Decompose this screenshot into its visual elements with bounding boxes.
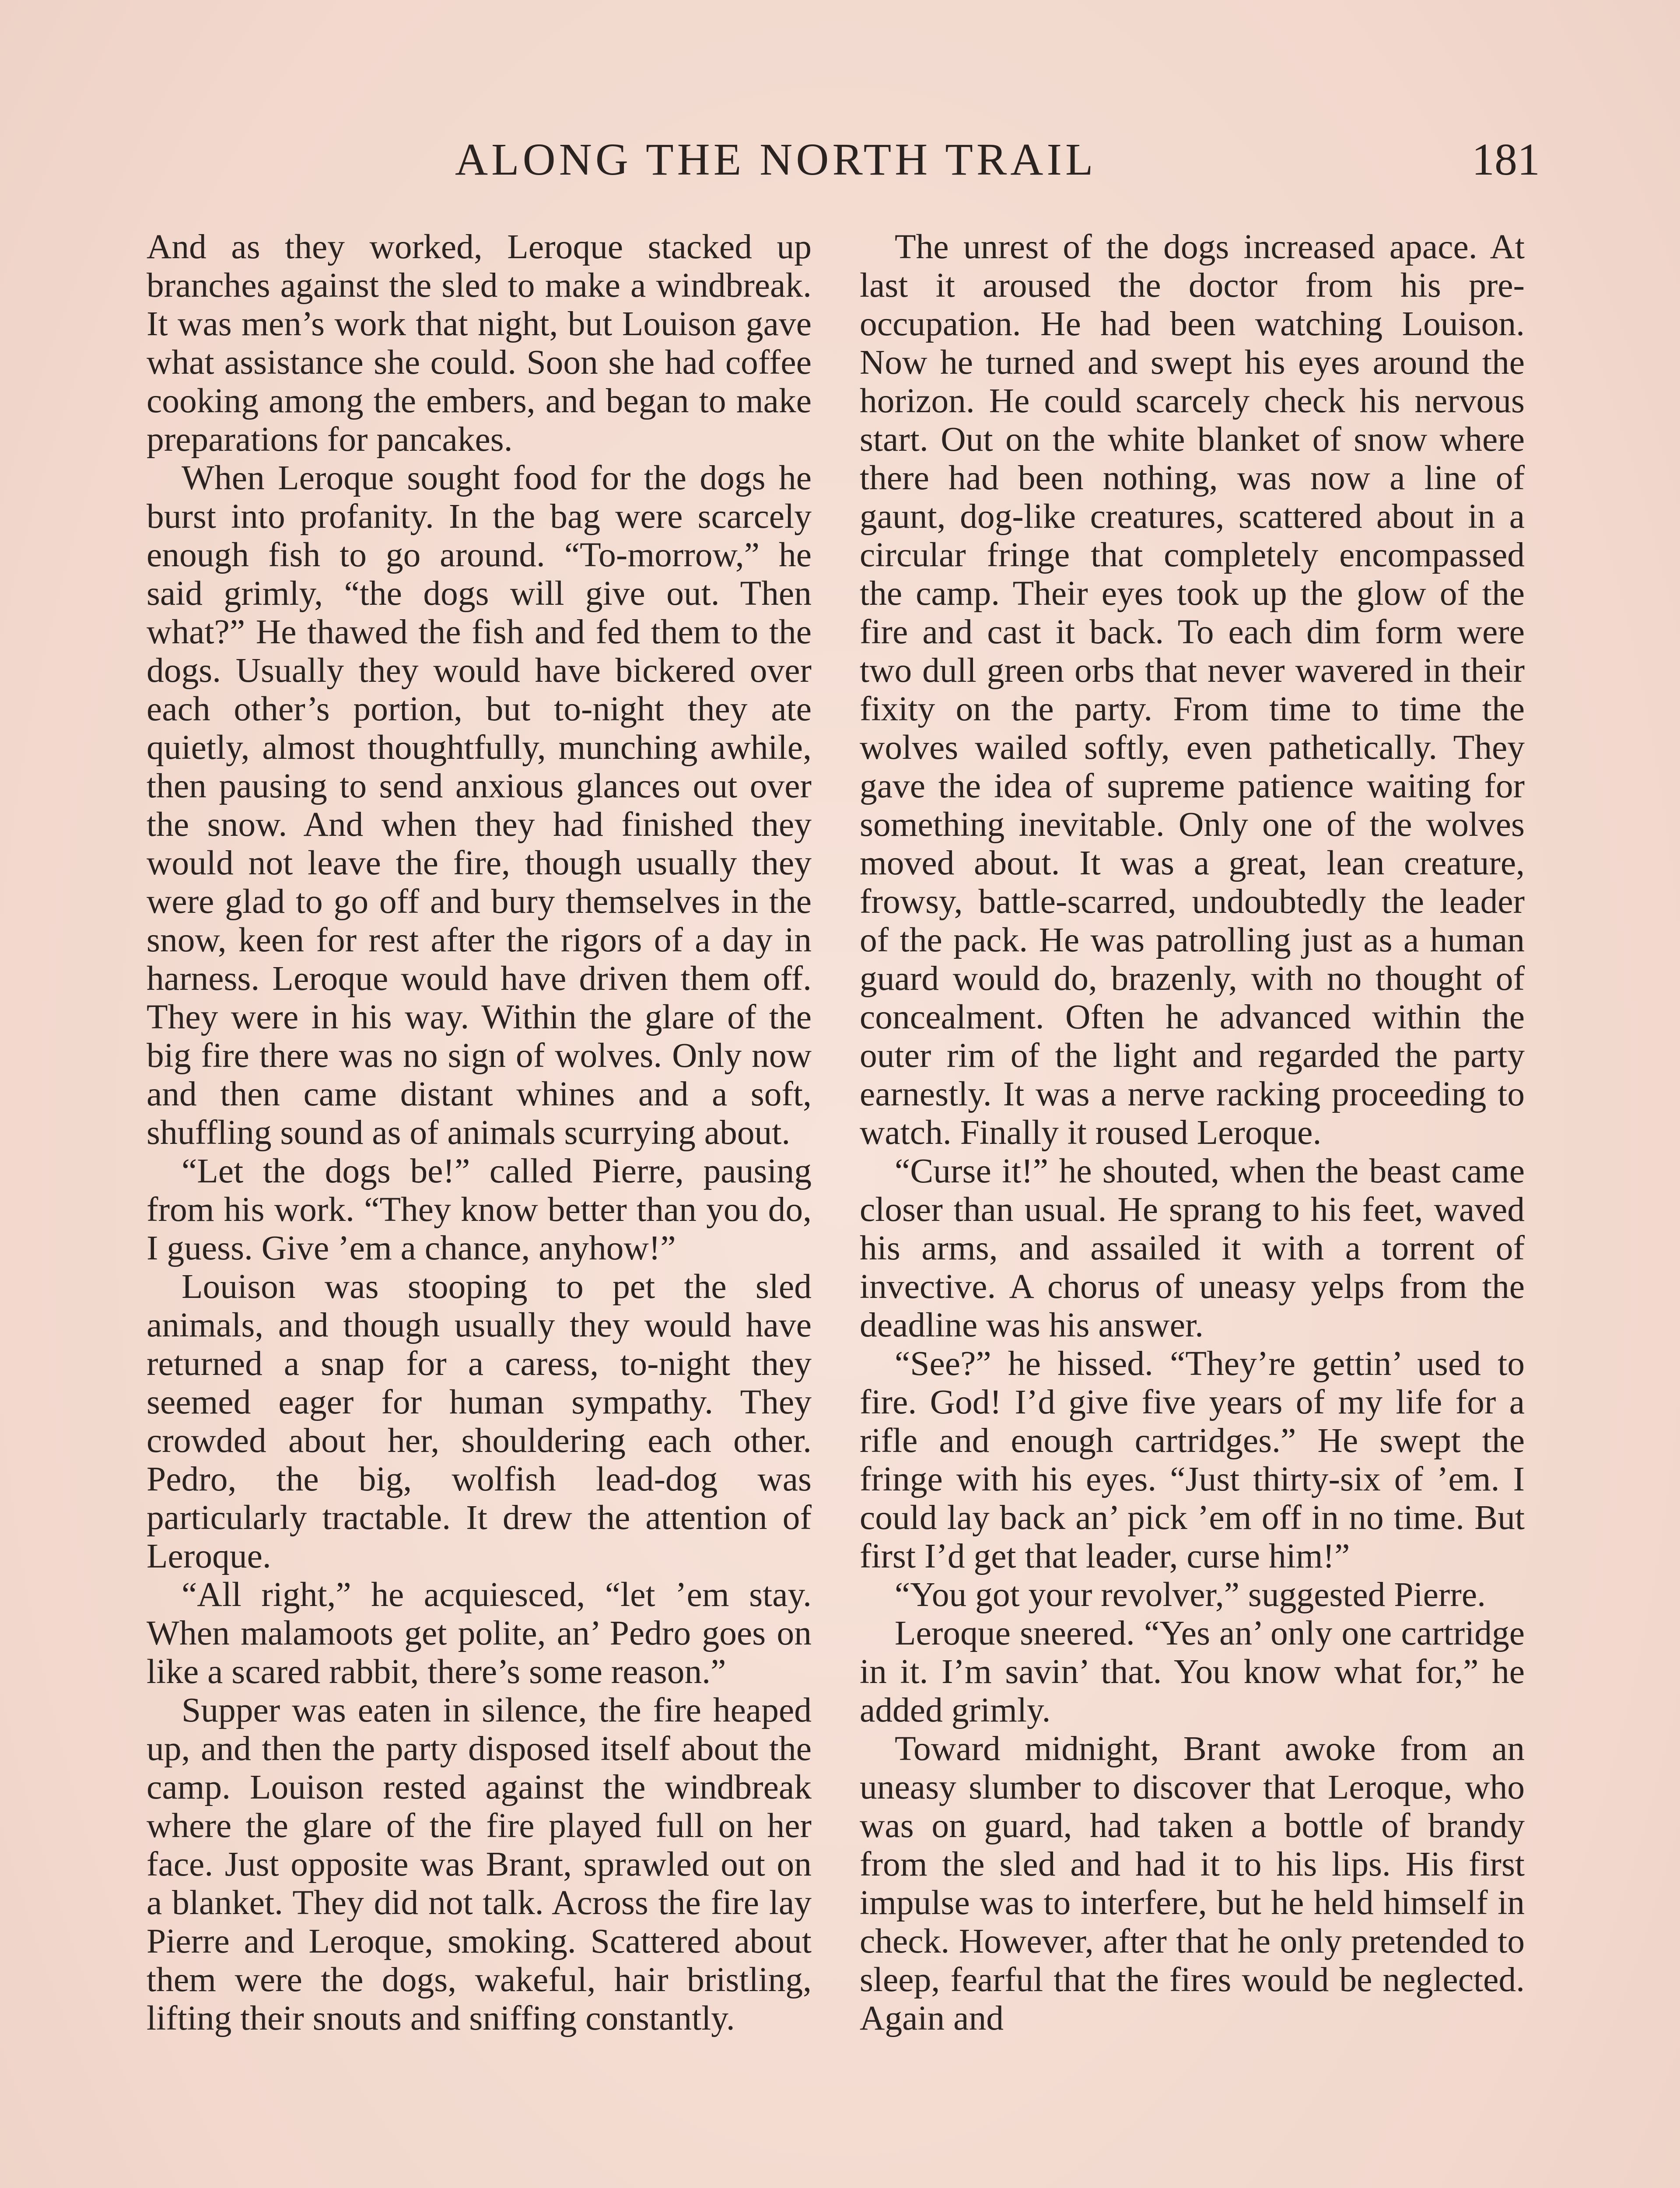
paragraph: “You got your revolver,” suggested Pierre. <box>895 1575 1486 1614</box>
running-title: ALONG THE NORTH TRAIL <box>455 134 1097 185</box>
paragraph: Leroque sneered. “Yes an’ only one cartridge in it. I’m savin’ that. You know what for,” he added grimly. <box>860 1614 1525 1729</box>
paragraph: “All right,” he acquiesced, “let ’em stay. When malamoots get polite, an’ Pedro goes on like a scared rabbit, there’s some reason.” <box>147 1575 812 1691</box>
paragraph: Toward midnight, Brant awoke from an uneasy slumber to discover that Leroque, who was on guard, had taken a bottle of brandy from the sled and had it to his lips. His first impulse was to interfere, but he held himself in check. However, after that he only pretended to sleep, fearful that the fires would be neglected. Again and <box>860 1729 1525 2037</box>
paragraph: And as they worked, Leroque stacked up branches against the sled to make a windbreak. It was men’s work that night, but Louison gave what assistance she could. Soon she had coffee cooking among the embers, and began to make preparations for pancakes. <box>147 228 812 459</box>
page-header <box>149 131 1540 188</box>
paragraph: Supper was eaten in silence, the fire heaped up, and then the party disposed itself about the camp. Louison rested against the windbreak where the glare of the fire played full on her face. Just opposite was Brant, sprawled out on a blanket. They did not talk. Across the fire lay Pierre and Leroque, smoking. Scattered about them were the dogs, wakeful, hair bristling, lifting their snouts and sniffing constantly. <box>147 1691 812 2037</box>
paragraph: “See?” he hissed. “They’re gettin’ used to fire. God! I’d give five years of my life for a rifle and enough cartridges.” He swept the fringe with his eyes. “Just thirty-six of ’em. I could lay back an’ pick ’em off in no time. But first I’d get that leader, curse him!” <box>860 1344 1525 1575</box>
paragraph: “Let the dogs be!” called Pierre, pausing from his work. “They know better than you do, I guess. Give ’em a chance, anyhow!” <box>147 1152 812 1267</box>
right-column <box>860 228 1525 2037</box>
paragraph: When Leroque sought food for the dogs he burst into profanity. In the bag were scarcely enough fish to go around. “To-morrow,” he said grimly, “the dogs will give out. Then what?” He thawed the fish and fed them to the dogs. Usually they would have bickered over each other’s portion, but to-night they ate quietly, almost thoughtfully, munching awhile, then pausing to send anxious glances out over the snow. And when they had finished they would not leave the fire, though usually they were glad to go off and bury themselves in the snow, keen for rest after the rigors of a day in harness. Leroque would have driven them off. They were in his way. Within the glare of the big fire there was no sign of wolves. Only now and then came distant whines and a soft, shuffling sound as of animals scurrying about. <box>147 459 812 1152</box>
paragraph: Louison was stooping to pet the sled animals, and though usually they would have returned a snap for a caress, to-night they seemed eager for human sympathy. They crowded about her, shouldering each other. Pedro, the big, wolfish lead-dog was particularly tractable. It drew the attention of Leroque. <box>147 1267 812 1575</box>
left-column <box>147 228 812 2037</box>
page-number: 181 <box>1472 134 1540 185</box>
paragraph: “Curse it!” he shouted, when the beast came closer than usual. He sprang to his feet, waved his arms, and assailed it with a torrent of invective. A chorus of uneasy yelps from the deadline was his answer. <box>860 1152 1525 1344</box>
paragraph: The unrest of the dogs increased apace. At last it aroused the doctor from his pre-occupation. He had been watching Louison. Now he turned and swept his eyes around the horizon. He could scarcely check his nervous start. Out on the white blanket of snow where there had been nothing, was now a line of gaunt, dog-like creatures, scattered about in a circular fringe that completely encompassed the camp. Their eyes took up the glow of the fire and cast it back. To each dim form were two dull green orbs that never wavered in their fixity on the party. From time to time the wolves wailed softly, even pathetically. They gave the idea of supreme patience waiting for something inevitable. Only one of the wolves moved about. It was a great, lean creature, frowsy, battle-scarred, undoubtedly the leader of the pack. He was patrolling just as a human guard would do, brazenly, with no thought of concealment. Often he advanced within the outer rim of the light and regarded the party earnestly. It was a nerve racking proceeding to watch. Finally it roused Leroque. <box>860 228 1525 1152</box>
